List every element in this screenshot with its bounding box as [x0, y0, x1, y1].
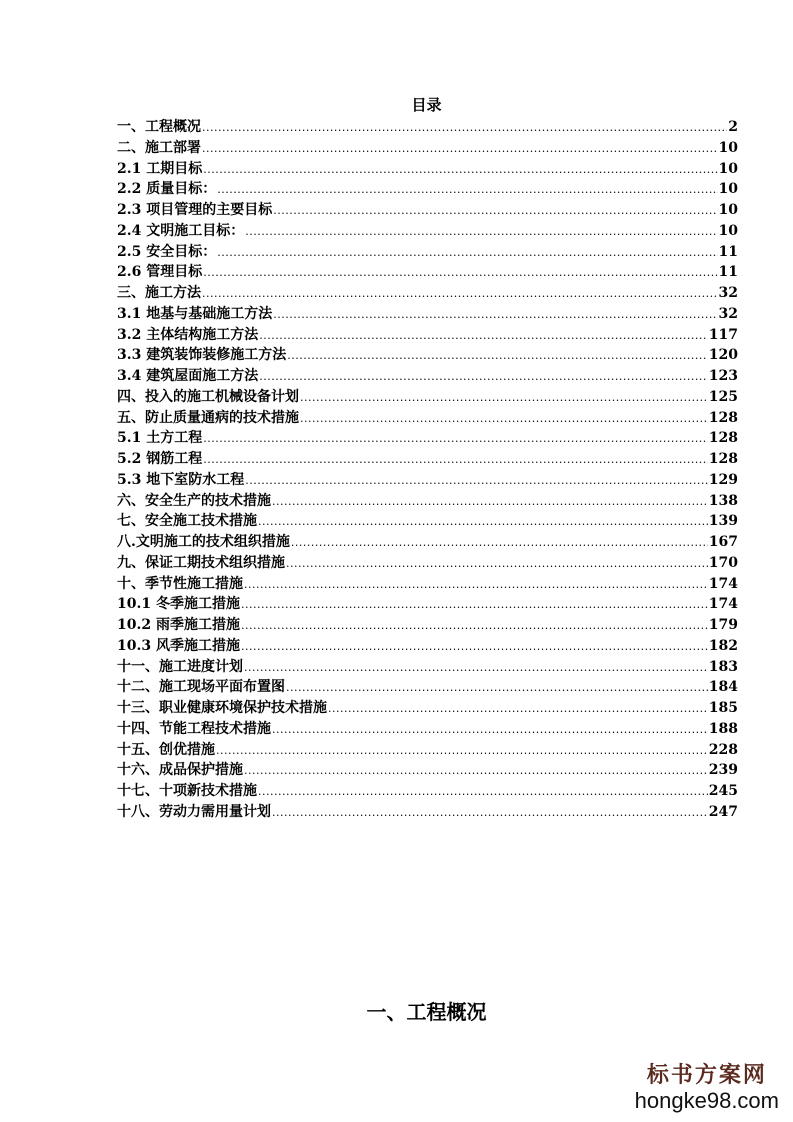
toc-entry-label: 十七、十项新技术措施 [117, 783, 257, 799]
toc-entry-page: 245 [708, 783, 738, 799]
toc-entry-label: 10.2 雨季施工措施 [117, 617, 240, 633]
toc-entry[interactable] [117, 677, 738, 698]
toc-entry-page: 123 [708, 368, 738, 384]
toc-dot-leader [286, 678, 708, 699]
toc-entry-page: 184 [708, 679, 738, 696]
toc-entry-page: 32 [718, 305, 738, 322]
toc-dot-leader [259, 367, 708, 388]
toc-entry-page: 125 [708, 388, 738, 405]
toc-entry-label: 2.6 管理目标 [117, 264, 203, 281]
watermark-name: 标书方案网 [646, 1062, 767, 1088]
toc-dot-leader [259, 326, 708, 347]
toc-entry-label: 3.3 建筑装饰装修施工方法 [117, 347, 287, 364]
toc-entry-label: 3.2 主体结构施工方法 [117, 326, 259, 343]
toc-entry-page: 128 [708, 451, 738, 467]
toc-entry-label: 八.文明施工的技术组织措施 [117, 534, 290, 550]
toc-dot-leader [203, 160, 717, 181]
toc-dot-leader [300, 409, 708, 430]
toc-dot-leader [272, 720, 708, 741]
toc-entry-page: 167 [708, 534, 738, 550]
toc-entry-label: 十二、施工现场平面布置图 [117, 679, 285, 696]
toc-entry-page: 10 [718, 222, 738, 239]
table-of-contents [117, 117, 738, 823]
toc-entry-label: 5.1 土方工程 [117, 430, 203, 447]
toc-dot-leader [241, 595, 708, 616]
toc-entry[interactable] [117, 615, 738, 636]
toc-dot-leader [216, 741, 708, 762]
toc-entry[interactable] [117, 698, 738, 719]
toc-entry[interactable] [117, 574, 738, 595]
toc-dot-leader [300, 388, 708, 409]
watermark-url: hongke98.com [634, 1088, 779, 1113]
toc-entry-page: 10 [718, 181, 738, 198]
toc-entry-page: 185 [708, 700, 738, 716]
toc-dot-leader [244, 761, 708, 782]
toc-dot-leader [272, 803, 708, 824]
toc-entry[interactable] [117, 740, 738, 761]
toc-entry-page: 182 [708, 637, 738, 654]
toc-entry-label: 六、安全生产的技术措施 [117, 492, 271, 509]
toc-entry[interactable] [117, 719, 738, 740]
toc-dot-leader [245, 222, 717, 243]
watermark [635, 1062, 779, 1114]
toc-entry[interactable] [117, 553, 738, 574]
toc-entry[interactable] [117, 345, 738, 366]
toc-dot-leader [291, 533, 708, 554]
toc-entry[interactable] [117, 657, 738, 678]
toc-entry[interactable] [117, 511, 738, 532]
toc-entry-label: 2.2 质量目标： [117, 181, 217, 198]
toc-entry-label: 二、施工部署 [117, 139, 201, 156]
toc-entry[interactable] [117, 802, 738, 823]
toc-dot-leader [217, 243, 717, 264]
toc-entry[interactable] [117, 387, 738, 408]
toc-entry[interactable] [117, 491, 738, 512]
toc-entry-label: 十八、劳动力需用量计划 [117, 803, 271, 820]
toc-dot-leader [203, 263, 717, 284]
toc-entry[interactable] [117, 283, 738, 304]
toc-entry-label: 十一、施工进度计划 [117, 658, 243, 675]
toc-entry-page: 239 [708, 762, 738, 779]
toc-entry-page: 139 [708, 513, 738, 530]
toc-entry-label: 十三、职业健康环境保护技术措施 [117, 700, 327, 716]
toc-entry[interactable] [117, 594, 738, 615]
toc-dot-leader [241, 616, 708, 637]
toc-dot-leader [287, 346, 708, 367]
toc-entry[interactable] [117, 242, 738, 263]
toc-entry[interactable] [117, 781, 738, 802]
toc-dot-leader [272, 492, 708, 513]
toc-entry-label: 十六、成品保护措施 [117, 762, 243, 779]
toc-entry-page: 179 [708, 617, 738, 633]
toc-entry-label: 五、防止质量通病的技术措施 [117, 409, 299, 426]
toc-dot-leader [286, 554, 708, 575]
toc-dot-leader [244, 575, 708, 596]
toc-dot-leader [245, 471, 708, 492]
toc-dot-leader [203, 429, 708, 450]
toc-entry-label: 2.4 文明施工目标： [117, 222, 245, 239]
toc-entry-page: 128 [708, 430, 738, 447]
toc-entry-page: 247 [708, 803, 738, 820]
toc-title: 目录 [411, 96, 442, 114]
toc-entry[interactable] [117, 159, 738, 180]
toc-dot-leader [241, 637, 708, 658]
toc-entry[interactable] [117, 117, 738, 138]
toc-entry[interactable] [117, 636, 738, 657]
toc-entry-page: 183 [708, 658, 738, 675]
toc-entry-page: 128 [708, 409, 738, 426]
toc-entry-page: 170 [708, 554, 738, 571]
toc-entry[interactable] [117, 200, 738, 221]
toc-entry-label: 3.1 地基与基础施工方法 [117, 305, 273, 322]
toc-dot-leader [328, 699, 708, 720]
toc-entry-label: 九、保证工期技术组织措施 [117, 554, 285, 571]
toc-entry-page: 10 [718, 202, 738, 218]
toc-entry-page: 174 [708, 596, 738, 613]
toc-entry-page: 188 [708, 720, 738, 737]
toc-entry-label: 2.1 工期目标 [117, 160, 203, 177]
toc-entry[interactable] [117, 262, 738, 283]
toc-entry[interactable] [117, 138, 738, 159]
toc-entry-page: 129 [708, 471, 738, 488]
toc-entry-label: 2.5 安全目标： [117, 243, 217, 260]
toc-dot-leader [203, 450, 708, 471]
toc-dot-leader [244, 658, 708, 679]
section-heading: 一、工程概况 [366, 1000, 487, 1024]
toc-entry[interactable] [117, 470, 738, 491]
toc-dot-leader [273, 305, 717, 326]
toc-entry[interactable] [117, 428, 738, 449]
toc-entry-label: 四、投入的施工机械设备计划 [117, 388, 299, 405]
toc-entry-page: 11 [718, 264, 738, 281]
toc-entry-page: 120 [708, 347, 738, 364]
toc-entry-page: 174 [708, 575, 738, 592]
toc-entry-label: 十、季节性施工措施 [117, 575, 243, 592]
toc-dot-leader [258, 782, 708, 803]
toc-entry-label: 十五、创优措施 [117, 741, 215, 758]
toc-entry-page: 11 [718, 243, 738, 260]
toc-entry[interactable] [117, 179, 738, 200]
toc-entry-label: 三、施工方法 [117, 285, 201, 301]
toc-entry[interactable] [117, 325, 738, 346]
toc-entry-label: 5.3 地下室防水工程 [117, 471, 245, 488]
toc-dot-leader [202, 118, 727, 139]
toc-entry-label: 10.3 风季施工措施 [117, 637, 240, 654]
toc-dot-leader [258, 512, 708, 533]
toc-entry-label: 5.2 钢筋工程 [117, 451, 203, 467]
toc-entry-page: 32 [718, 285, 738, 301]
toc-entry-page: 10 [718, 139, 738, 156]
toc-entry-label: 七、安全施工技术措施 [117, 513, 257, 530]
toc-entry[interactable] [117, 221, 738, 242]
toc-entry[interactable] [117, 760, 738, 781]
toc-entry[interactable] [117, 532, 738, 553]
toc-dot-leader [202, 139, 718, 160]
toc-entry-label: 2.3 项目管理的主要目标 [117, 202, 273, 218]
toc-entry[interactable] [117, 366, 738, 387]
toc-entry-page: 228 [708, 741, 738, 758]
toc-entry-page: 117 [708, 326, 738, 343]
toc-dot-leader [202, 284, 718, 305]
toc-entry-page: 138 [708, 492, 738, 509]
toc-entry[interactable] [117, 408, 738, 429]
toc-entry-label: 十四、节能工程技术措施 [117, 720, 271, 737]
toc-entry-page: 2 [728, 119, 738, 135]
toc-entry-label: 一、工程概况 [117, 119, 201, 135]
toc-entry-label: 3.4 建筑屋面施工方法 [117, 368, 259, 384]
toc-entry[interactable] [117, 449, 738, 470]
toc-entry-label: 10.1 冬季施工措施 [117, 596, 240, 613]
toc-entry[interactable] [117, 304, 738, 325]
toc-entry-page: 10 [718, 160, 738, 177]
toc-dot-leader [217, 180, 717, 201]
toc-dot-leader [273, 201, 717, 222]
